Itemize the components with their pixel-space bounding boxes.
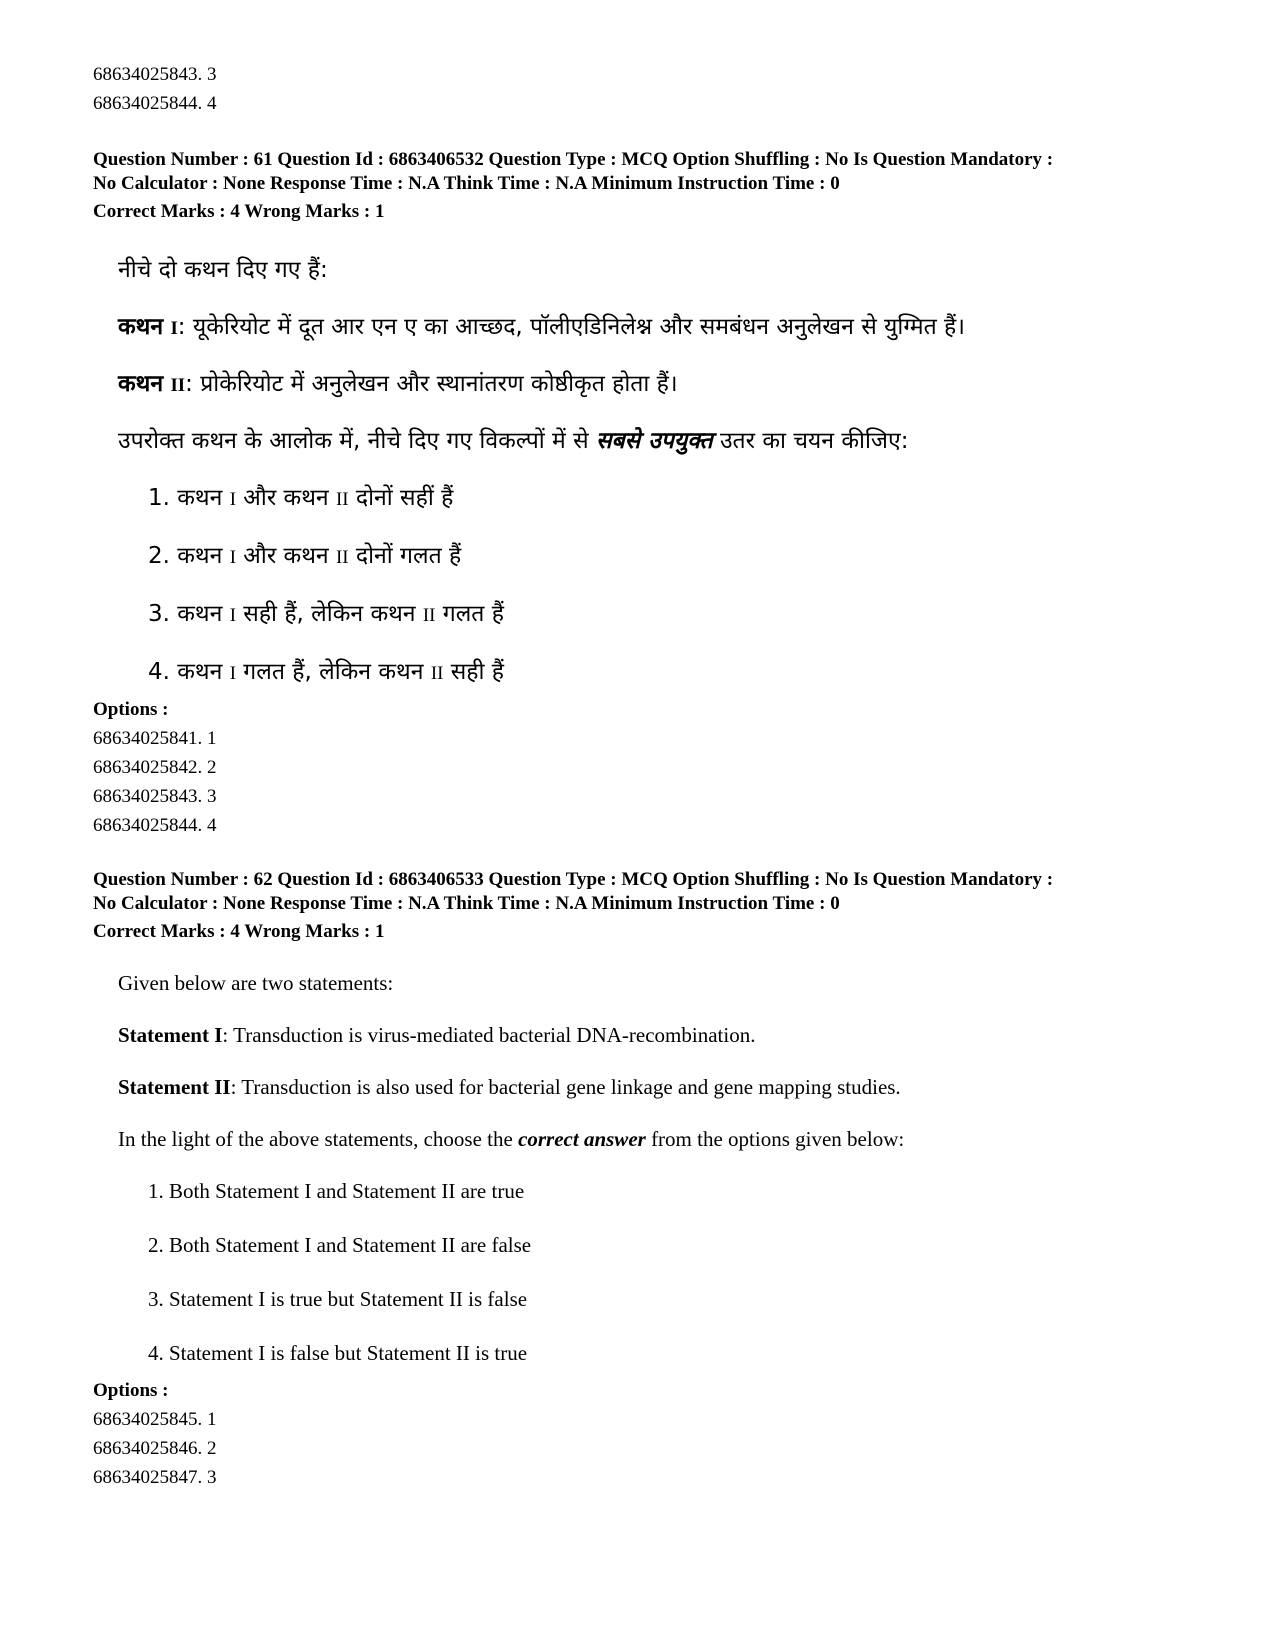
question-61-options [93,695,217,840]
statement-text: : Transduction is also used for bacterial gene linkage and gene mapping studies. [230,1075,901,1099]
question-meta-line: Question Number : 62 Question Id : 6863406533 Question Type : MCQ Option Shuffling : No Is Question Mandatory : [93,869,1054,890]
instruction-emphasis: सबसे उपयुक्त [595,428,713,454]
statement-label: Statement I [118,1023,223,1047]
choice-text: 4. कथन [148,659,230,685]
carryover-options [93,60,217,118]
roman-numeral: II [335,547,349,568]
statement-label: Statement II [118,1075,231,1099]
roman-numeral: II [422,605,436,626]
question-61-stem [118,250,1218,710]
question-62-stem [118,965,1218,1389]
marks-line: Correct Marks : 4 Wrong Marks : 1 [93,921,385,942]
roman-numeral: I [229,605,236,626]
choice-2 [118,536,1218,594]
option-code: 68634025844. 4 [93,93,217,114]
choice-4 [118,652,1218,710]
choice-text: 1. कथन [148,485,230,511]
statement-text: : Transduction is virus-mediated bacterial DNA-recombination. [222,1023,756,1047]
statement-text: : प्रोकेरियोट में अनुलेखन और स्थानांतरण कोष्ठीकृत होता हैं। [185,371,678,397]
choice-text: सही हैं [443,659,504,685]
roman-numeral: I [229,547,236,568]
option-code: 68634025847. 3 [93,1467,217,1488]
statement-label: कथन [118,314,164,340]
question-62-options [93,1376,217,1492]
option-code: 68634025844. 4 [93,815,217,836]
choice-3: 3. Statement I is true but Statement II is false [148,1287,528,1311]
statement-1 [118,307,1218,364]
choice-text: 2. कथन [148,543,230,569]
roman-numeral: I [229,663,236,684]
choice-4: 4. Statement I is false but Statement II is true [148,1341,528,1365]
roman-numeral: I [170,318,178,339]
statement-text: : यूकेरियोट में दूत आर एन ए का आच्छद, पॉलीएडिनिलेश्न और समबंधन अनुलेखन से युग्मित हैं। [177,314,965,340]
roman-numeral: II [170,375,186,396]
instruction-emphasis: correct answer [518,1127,646,1151]
choice-1 [118,478,1218,536]
choice-text: और कथन [235,485,336,511]
choice-text: दोनों गलत हैं [348,543,462,569]
question-meta-line: No Calculator : None Response Time : N.A Think Time : N.A Minimum Instruction Time : 0 [93,893,840,914]
option-code: 68634025846. 2 [93,1438,217,1459]
choice-text: दोनों सहीं हैं [348,485,454,511]
statement-2 [118,1069,1218,1121]
choice-text: गलत हैं [435,601,504,627]
options-header: Options : [93,1380,169,1401]
instruction [118,1121,1218,1173]
choice-text: सही हैं, लेकिन कथन [235,601,423,627]
instruction-text: In the light of the above statements, choose the [118,1127,519,1151]
choice-2: 2. Both Statement I and Statement II are false [148,1233,532,1257]
question-61-metadata [93,148,1253,224]
option-code: 68634025841. 1 [93,728,217,749]
options-header: Options : [93,699,169,720]
instruction [118,421,1218,478]
option-code: 68634025843. 3 [93,786,217,807]
choice-text: गलत हैं, लेकिन कथन [235,659,431,685]
statement-label: कथन [118,371,164,397]
roman-numeral: II [430,663,444,684]
instruction-text: उतर का चयन कीजिए: [712,428,909,454]
roman-numeral: I [229,489,236,510]
roman-numeral: II [335,489,349,510]
question-62-metadata [93,868,1253,944]
choice-3 [118,594,1218,652]
stem-intro: नीचे दो कथन दिए गए हैं: [118,257,328,283]
choice-text: 3. कथन [148,601,230,627]
question-meta-line: Question Number : 61 Question Id : 6863406532 Question Type : MCQ Option Shuffling : No Is Question Mandatory : [93,149,1054,170]
option-code: 68634025845. 1 [93,1409,217,1430]
question-meta-line: No Calculator : None Response Time : N.A Think Time : N.A Minimum Instruction Time : 0 [93,173,840,194]
instruction-text: from the options given below: [645,1127,905,1151]
stem-intro: Given below are two statements: [118,971,394,995]
choice-text: और कथन [235,543,336,569]
instruction-text: उपरोक्त कथन के आलोक में, नीचे दिए गए विकल्पों में से [118,428,596,454]
option-code: 68634025842. 2 [93,757,217,778]
option-code: 68634025843. 3 [93,64,217,85]
statement-2 [118,364,1218,421]
statement-1 [118,1017,1218,1069]
marks-line: Correct Marks : 4 Wrong Marks : 1 [93,201,385,222]
choice-1: 1. Both Statement I and Statement II are true [148,1179,525,1203]
